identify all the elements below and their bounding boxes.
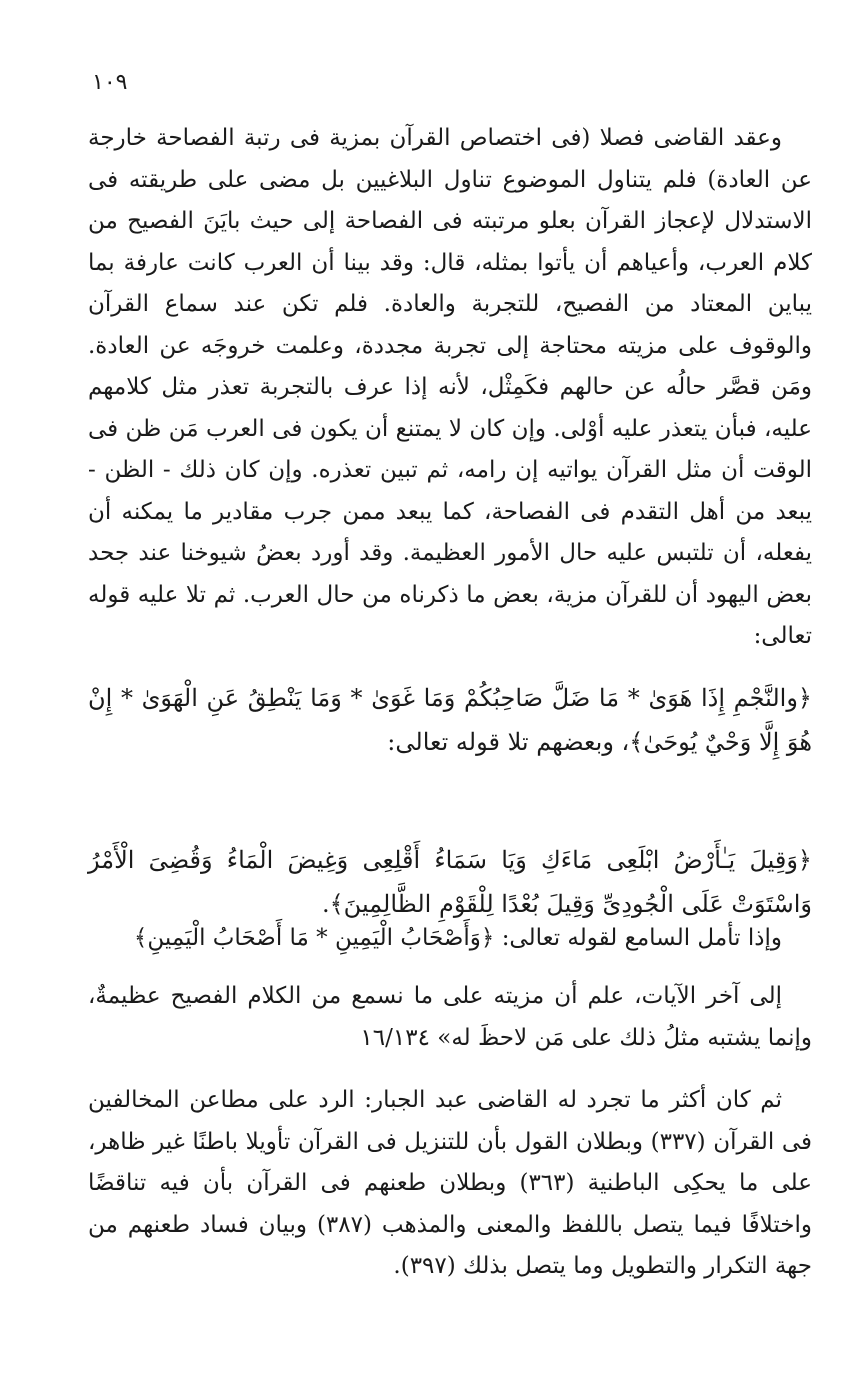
quran-verse-1 [88,676,812,764]
paragraph-1: وعقد القاضى فصلا (فى اختصاص القرآن بمزية فى رتبة الفصاحة خارجة عن العادة) فلم يتناول الموضوع تناول البلاغيين بل مضى على طريقته فى الاستدلال لإعجاز القرآن بعلو مرتبته فى الفصاحة إلى حيث بايَنَ الفصيح من كلام العرب، وأعياهم أن يأتوا بمثله، قال: وقد بينا أن العرب كانت عارفة بما يباين المعتاد من الفصيح، للتجربة والعادة. فلم تكن عند سماع القرآن والوقوف على مزيته محتاجة إلى تجربة مجددة، وعلمت خروجَه عن العادة. ومَن قصَّر حالُه عن حالهم فكَمِثْل، لأنه إذا عرف بالتجربة تعذر مثل كلامهم عليه، فبأن يتعذر عليه أوْلى. وإن كان لا يمتنع أن يكون فى العرب مَن ظن فى الوقت أن مثل القرآن يواتيه إن رامه، ثم تبين تعذره. وإن كان ذلك - الظن - يبعد من أهل التقدم فى الفصاحة، كما يبعد ممن جرب مقادير ما يمكنه أن يفعله، أن تلتبس عليه حال الأمور العظيمة. وقد أورد بعضُ شيوخنا عند جحد بعض اليهود أن للقرآن مزية، بعض ما ذكرناه من حال العرب. ثم تلا عليه قوله تعالى: [88,125,812,649]
quran-verse-3: ﴿وَأَصْحَابُ الْيَمِينِ * مَا أَصْحَابُ الْيَمِينِ﴾ [133,925,495,951]
paragraph-3: إلى آخر الآيات، علم أن مزيته على ما نسمع من الكلام الفصيح عظيمةٌ، وإنما يشتبه مثلُ ذلك على مَن لاحظَ له» ١٦/١٣٤ [88,983,812,1051]
verse-1-suffix: ، وبعضهم تلا قوله تعالى: [387,728,630,756]
verse-1-text: ﴿والنَّجْمِ إِذَا هَوَىٰ * مَا ضَلَّ صَاحِبُكُمْ وَمَا غَوَىٰ * وَمَا يَنْطِقُ عَنِ الْهَوَىٰ * إِنْ هُوَ إِلَّا وَحْيٌ يُوحَىٰ﴾ [88,684,812,756]
paragraph-2-prefix: وإذا تأمل السامع لقوله تعالى: [501,925,782,951]
paragraph-4: ثم كان أكثر ما تجرد له القاضى عبد الجبار: الرد على مطاعن المخالفين فى القرآن (٣٣٧) وبطلان القول بأن للتنزيل فى القرآن تأويلا باطنًا غير ظاهر، على ما يحكِى الباطنية (٣٦٣) وبطلان طعنهم فى القرآن بأن فيه تناقضًا واختلافًا فيما يتصل باللفظ والمعنى والمذهب (٣٨٧) وبيان فساد طعنهم من جهة التكرار والتطويل وما يتصل بذلك (٣٩٧). [88,1087,813,1279]
page-number: ١٠٩ [92,70,128,95]
paragraph-2 [88,918,812,960]
quran-verse-2 [88,838,812,926]
verse-2-text: ﴿وَقِيلَ يَـٰأَرْضُ ابْلَعِى مَاءَكِ وَيَا سَمَاءُ أَقْلِعِى وَغِيضَ الْمَاءُ وَقُضِىَ الْأَمْرُ وَاسْتَوَتْ عَلَى الْجُودِىِّ وَقِيلَ بُعْدًا لِلْقَوْمِ الظَّالِمِينَ﴾ [88,846,812,918]
verse-2-suffix: . [321,890,330,918]
